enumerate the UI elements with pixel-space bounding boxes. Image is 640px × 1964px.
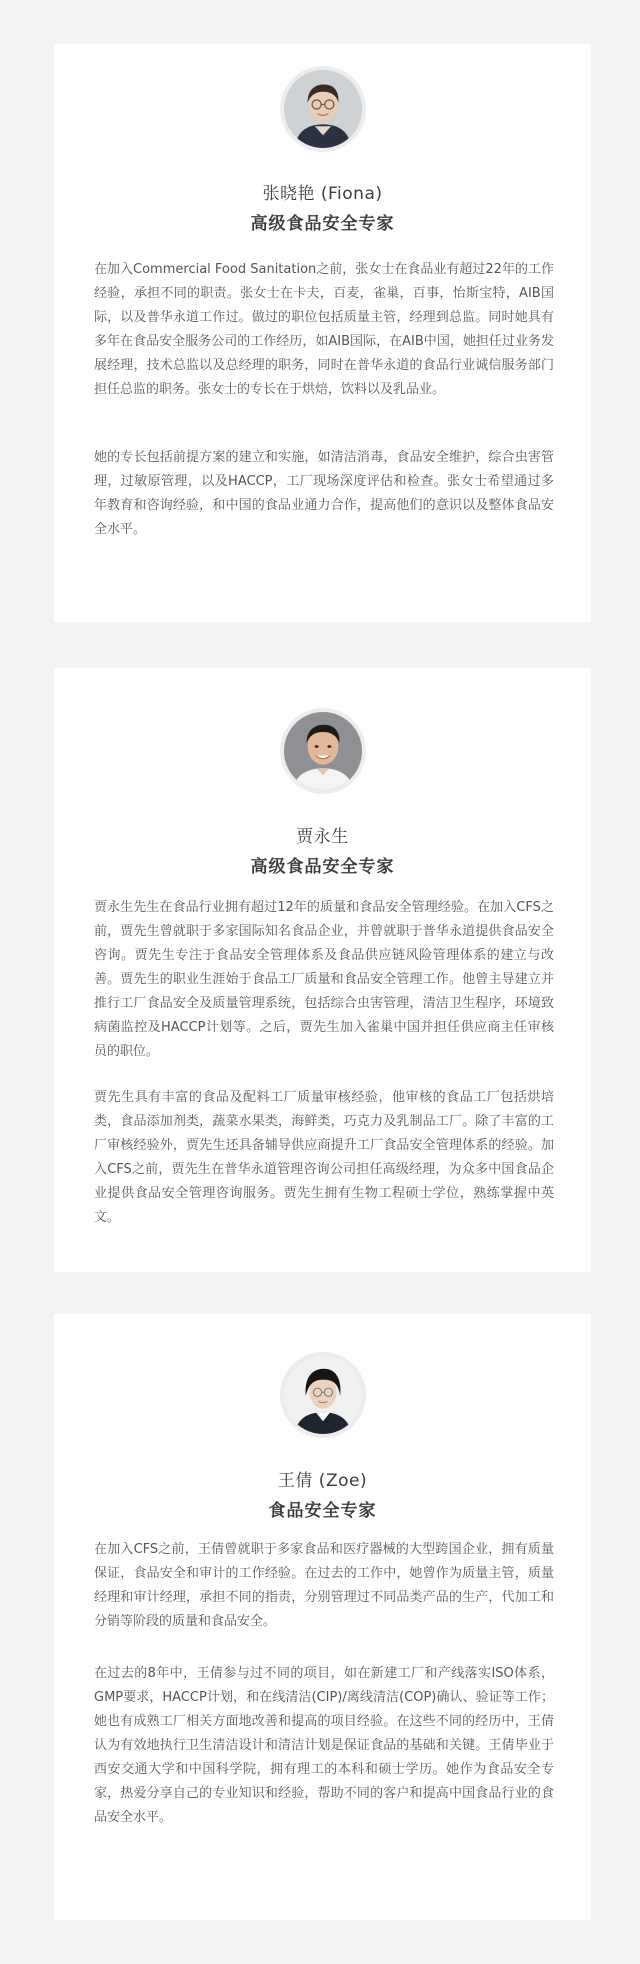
avatar: [280, 66, 366, 152]
portrait-woman-short-hair-icon: [284, 1356, 362, 1434]
expert-title: 食品安全专家: [268, 1501, 377, 1521]
expert-bio-paragraph: 在过去的8年中，王倩参与过不同的项目，如在新建工厂和产线落实ISO体系，GMP要求，HACCP计划，和在线清洁(CIP)/离线清洁(COP)确认、验证等工作；她也有成熟工厂相关方面地改善和提高的项目经验。在这些不同的经历中，王倩认为有效地执行卫生清洁设计和清洁计划是保证食品的基础和关键。王倩毕业于西安交通大学和中国科学院，拥有理工的本科和硕士学历。她作为食品安全专家，热爱分享自己的专业知识和经验，帮助不同的客户和提高中国食品行业的食品安全水平。: [94, 1666, 554, 1825]
expert-bio-paragraph: 她的专长包括前提方案的建立和实施，如清洁消毒，食品安全维护，综合虫害管理，过敏原管理，以及HACCP，工厂现场深度评估和检查。张女士希望通过多年教育和咨询经验，和中国的食品业通力合作，提高他们的意识以及整体食品安全水平。: [94, 450, 554, 537]
expert-name: 王倩 (Zoe): [277, 1471, 368, 1491]
expert-name: 贾永生: [296, 827, 349, 847]
expert-bio-paragraph: 贾先生具有丰富的食品及配料工厂质量审核经验，他审核的食品工厂包括烘培类，食品添加剂类，蔬菜水果类，海鲜类，巧克力及乳制品工厂。除了丰富的工厂审核经验外，贾先生还具备辅导供应商提升工厂食品安全管理体系的经验。加入CFS之前，贾先生在普华永道管理咨询公司担任高级经理，为众多中国食品企业提供食品安全管理咨询服务。贾先生拥有生物工程硕士学位，熟练掌握中英文。: [94, 1090, 554, 1225]
expert-name: 张晓艳 (Fiona): [262, 184, 383, 204]
portrait-man-icon: [284, 712, 362, 790]
avatar: [280, 1352, 366, 1438]
expert-card: [54, 44, 591, 622]
expert-bio-paragraph: 在加入Commercial Food Sanitation之前，张女士在食品业有超过22年的工作经验，承担不同的职责。张女士在卡夫，百麦，雀巢，百事，怡斯宝特，AIB国际，以及普华永道工作过。做过的职位包括质量主管，经理到总监。同时她具有多年在食品安全服务公司的工作经历，如AIB国际，在AIB中国，她担任过业务发展经理，技术总监以及总经理的职务，同时在普华永道的食品行业诚信服务部门担任总监的职务。张女士的专长在于烘焙，饮料以及乳品业。: [94, 262, 554, 397]
portrait-woman-glasses-icon: [284, 70, 362, 148]
expert-card: [54, 668, 591, 1272]
expert-title: 高级食品安全专家: [250, 857, 395, 877]
expert-card: [54, 1314, 591, 1920]
expert-title: 高级食品安全专家: [250, 214, 395, 234]
expert-bio-paragraph: 贾永生先生在食品行业拥有超过12年的质量和食品安全管理经验。在加入CFS之前，贾先生曾就职于多家国际知名食品企业，并曾就职于普华永道提供食品安全咨询。贾先生专注于食品安全管理体系及食品供应链风险管理体系的建立与改善。贾先生的职业生涯始于食品工厂质量和食品安全管理工作。他曾主导建立并推行工厂食品安全及质量管理系统，包括综合虫害管理，清洁卫生程序，环境致病菌监控及HACCP计划等。之后，贾先生加入雀巢中国并担任供应商主任审核员的职位。: [94, 900, 554, 1059]
expert-bio-paragraph: 在加入CFS之前，王倩曾就职于多家食品和医疗器械的大型跨国企业，拥有质量保证，食品安全和审计的工作经验。在过去的工作中，她曾作为质量主管，质量经理和审计经理，承担不同的指责，分别管理过不同品类产品的生产，代加工和分销等阶段的质量和食品安全。: [94, 1542, 554, 1629]
avatar: [280, 708, 366, 794]
